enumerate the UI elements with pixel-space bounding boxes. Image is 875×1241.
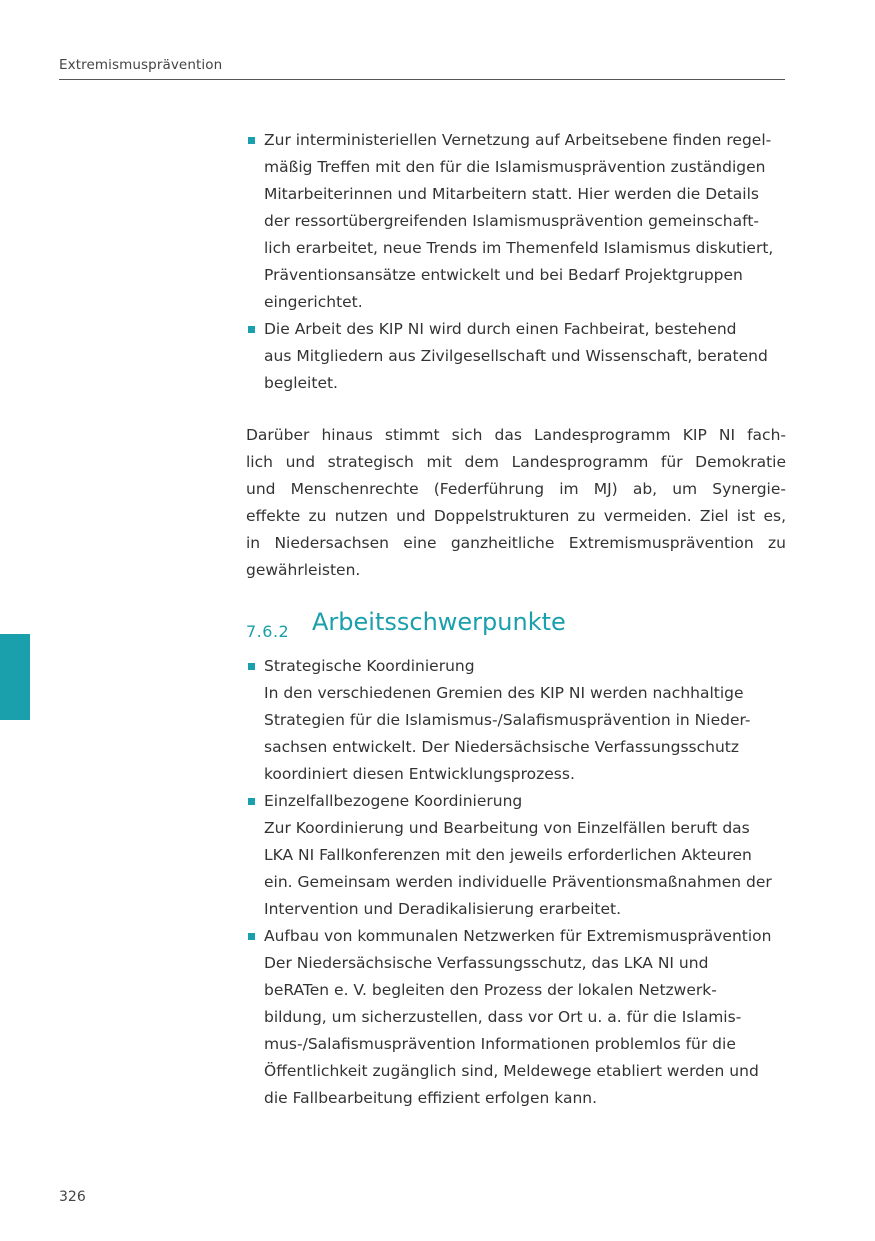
section-title: Arbeitsschwerpunkte [312, 608, 566, 636]
text-line: mus-/Salafismusprävention Informationen problemlos für die [264, 1035, 736, 1053]
text-line: der ressortübergreifenden Islamismusprävention gemeinschaft- [264, 212, 759, 230]
section-number: 7.6.2 [246, 622, 290, 641]
body-paragraph [246, 422, 786, 584]
text-line: Öffentlichkeit zugänglich sind, Meldewege etabliert werden und [264, 1062, 759, 1080]
text-line: bildung, um sicherzustellen, dass vor Ort u. a. für die Islamis- [264, 1008, 742, 1026]
text-line: begleitet. [264, 374, 338, 392]
text-line: beRATen e. V. begleiten den Prozess der lokalen Netzwerk- [264, 981, 717, 999]
page-number: 326 [59, 1189, 86, 1205]
text-line: Zur Koordinierung und Bearbeitung von Einzelfällen beruft das [264, 819, 750, 837]
text-line: Zur interministeriellen Vernetzung auf Arbeitsebene finden regel- [264, 131, 772, 149]
text-line: Darüber hinaus stimmt sich das Landesprogramm KIP NI fach- [246, 426, 786, 444]
square-bullet-icon [248, 663, 255, 670]
text-line: ein. Gemeinsam werden individuelle Präventionsmaßnahmen der [264, 873, 772, 891]
text-line: mäßig Treffen mit den für die Islamismusprävention zuständigen [264, 158, 766, 176]
bullet-list-work-focus [246, 653, 786, 1112]
square-bullet-icon [248, 798, 255, 805]
text-line: Präventionsansätze entwickelt und bei Bedarf Projektgruppen [264, 266, 743, 284]
text-line: eingerichtet. [264, 293, 363, 311]
list-item-title: Aufbau von kommunalen Netzwerken für Extremismusprävention [264, 927, 772, 945]
text-line: die Fallbearbeitung effizient erfolgen kann. [264, 1089, 598, 1107]
text-line: aus Mitgliedern aus Zivilgesellschaft und Wissenschaft, beratend [264, 347, 768, 365]
list-item [246, 127, 786, 316]
running-header: Extremismusprävention [59, 57, 223, 73]
list-item-title: Strategische Koordinierung [264, 657, 475, 675]
text-line: sachsen entwickelt. Der Niedersächsische Verfassungsschutz [264, 738, 739, 756]
text-line: LKA NI Fallkonferenzen mit den jeweils erforderlichen Akteuren [264, 846, 752, 864]
text-line: lich und strategisch mit dem Landesprogramm für Demokratie [246, 453, 786, 471]
list-item-title: Einzelfallbezogene Koordinierung [264, 792, 523, 810]
bullet-list-coordination [246, 127, 786, 397]
text-line: und Menschenrechte (Federführung im MJ) ab, um Synergie- [246, 480, 786, 498]
chapter-tab-marker [0, 634, 30, 720]
text-line: Mitarbeiterinnen und Mitarbeitern statt. Hier werden die Details [264, 185, 759, 203]
text-line: koordiniert diesen Entwicklungsprozess. [264, 765, 575, 783]
text-line: Intervention und Deradikalisierung erarbeitet. [264, 900, 622, 918]
list-item [246, 923, 786, 1112]
square-bullet-icon [248, 326, 255, 333]
text-line: in Niedersachsen eine ganzheitliche Extremismusprävention zu [246, 534, 786, 552]
text-line: Strategien für die Islamismus-/Salafismusprävention in Nieder- [264, 711, 751, 729]
square-bullet-icon [248, 137, 255, 144]
list-item [246, 653, 786, 788]
header-rule [59, 79, 785, 80]
text-line: lich erarbeitet, neue Trends im Themenfeld Islamismus diskutiert, [264, 239, 774, 257]
list-item [246, 788, 786, 923]
text-line: effekte zu nutzen und Doppelstrukturen zu vermeiden. Ziel ist es, [246, 507, 786, 525]
square-bullet-icon [248, 933, 255, 940]
text-line: Die Arbeit des KIP NI wird durch einen Fachbeirat, bestehend [264, 320, 737, 338]
page-content [246, 127, 786, 1112]
list-item [246, 316, 786, 397]
text-line: Der Niedersächsische Verfassungsschutz, das LKA NI und [264, 954, 709, 972]
section-heading [246, 609, 786, 653]
text-line: gewährleisten. [246, 561, 361, 579]
text-line: In den verschiedenen Gremien des KIP NI werden nachhaltige [264, 684, 744, 702]
